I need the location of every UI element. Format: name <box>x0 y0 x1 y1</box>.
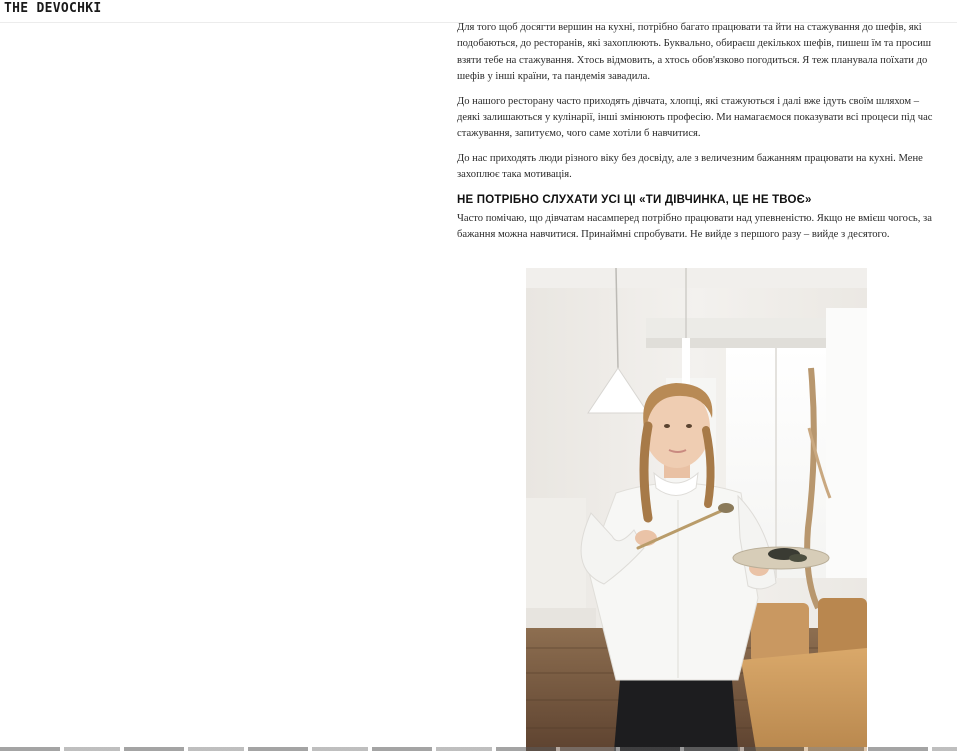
site-logo[interactable]: THE DEVOCHKI <box>4 1 102 16</box>
article-paragraph: Часто помічаю, що дівчатам насамперед потрібно працювати над упевненістю. Якщо не вмієш чогось, за бажання можна навчитися. Принаймні спробувати. Не вийде з першого разу – вийде з десятого. <box>457 213 932 241</box>
article-paragraph: До нас приходять люди різного віку без досвіду, але з величезним бажанням працювати на кухні. Мене захоплює така мотивація. <box>457 152 923 181</box>
article-body <box>457 20 941 252</box>
article-photo <box>526 268 867 751</box>
section-heading: НЕ ПОТРІБНО СЛУХАТИ УСІ ЦІ «ТИ ДІВЧИНКА, ЦЕ НЕ ТВОЄ» <box>457 193 812 206</box>
next-image-edge <box>0 747 957 751</box>
article-paragraph: До нашого ресторану часто приходять дівчата, хлопці, які стажуються і далі вже ідуть своїм шляхом – деякі залишаються у кулінарії, інші змінюють професію. Ми намагаємося показувати всі процеси під час стажування, запитуємо, чого саме хотіли б навчитися. <box>457 95 933 140</box>
article-paragraph: Для того щоб досягти вершин на кухні, потрібно багато працювати та йти на стажування до шефів, які подобаються, до ресторанів, які захоплюють. Буквально, обираєш декількох шефів, пишеш їм та просиш взяти тебе на стажування. Хтось відмовить, а хтось обов'язково погодиться. Я теж планувала поїхати до шефів у інші країни, та пандемія завадила. <box>457 22 932 83</box>
